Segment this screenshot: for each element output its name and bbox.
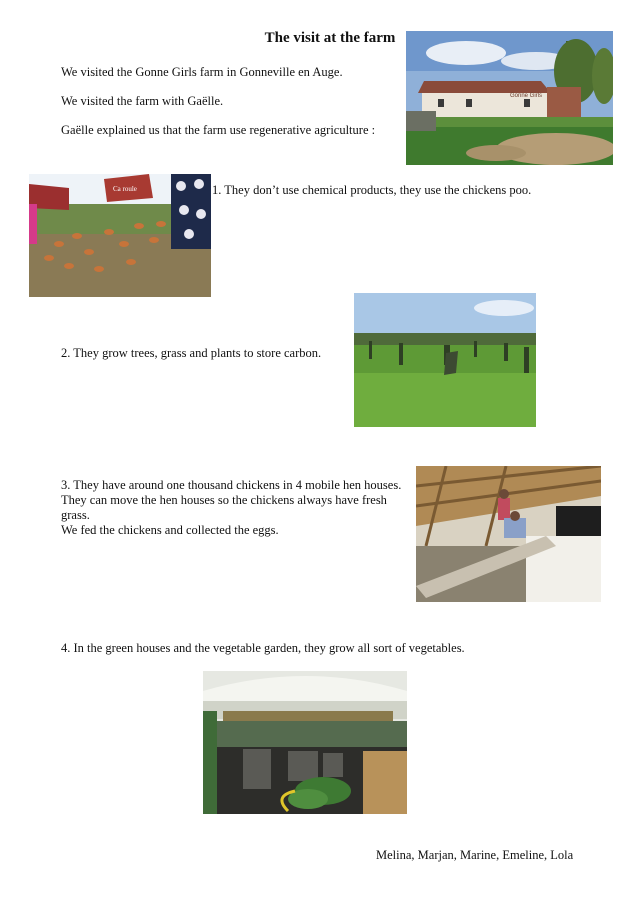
point-1-text: 1. They don’t use chemical products, they use the chickens poo.: [212, 183, 532, 197]
point-3-line-1: 3. They have around one thousand chickens in 4 mobile hen houses.: [61, 478, 402, 492]
point-3-line-3: We fed the chickens and collected the eggs.: [61, 523, 279, 537]
intro-line-1: We visited the Gonne Girls farm in Gonneville en Auge.: [61, 65, 343, 79]
point-4-text: 4. In the green houses and the vegetable garden, they grow all sort of vegetables.: [61, 641, 465, 655]
farm-building-photo: [406, 31, 613, 165]
container-sign-text: Ca roule: [113, 185, 137, 193]
intro-line-2: We visited the farm with Gaëlle.: [61, 94, 224, 108]
point-3-line-2: They can move the hen houses so the chickens always have fresh grass.: [61, 493, 387, 522]
intro-line-3: Gaëlle explained us that the farm use regenerative agriculture :: [61, 123, 376, 137]
hen-house-photo: [416, 466, 601, 602]
authors-signature: Melina, Marjan, Marine, Emeline, Lola: [376, 848, 574, 862]
greenhouse-photo: [203, 671, 407, 814]
point-2-text: 2. They grow trees, grass and plants to store carbon.: [61, 346, 322, 360]
farm-sign-text: Gonne Girls: [510, 93, 543, 99]
page-title: The visit at the farm: [264, 30, 396, 46]
chickens-photo: [29, 174, 211, 297]
trees-field-photo: [354, 293, 536, 427]
